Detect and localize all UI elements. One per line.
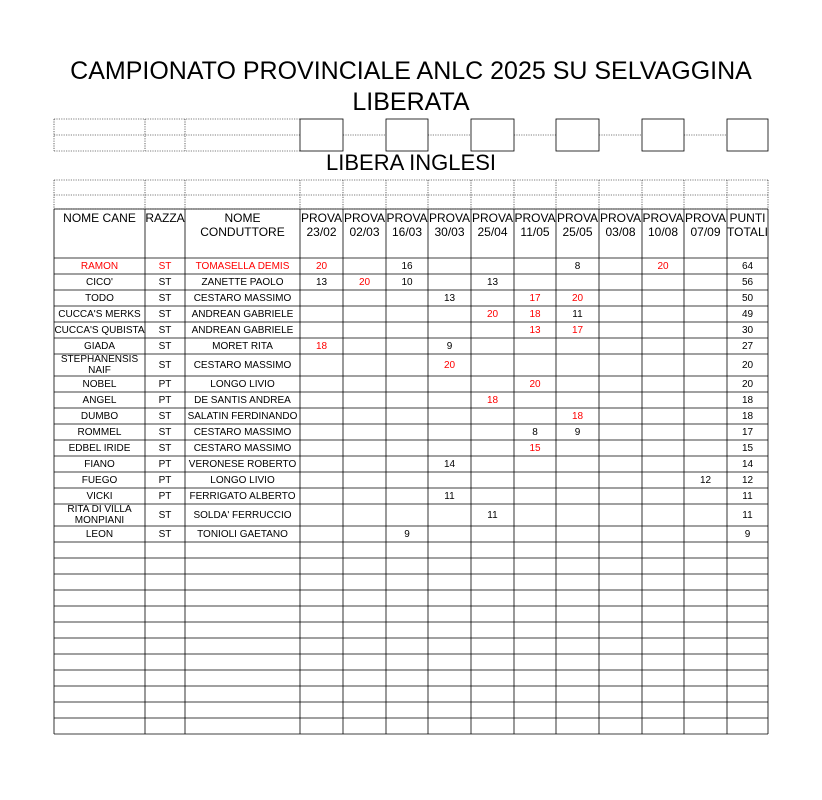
handler-cell: LONGO LIVIO xyxy=(210,378,275,390)
header-prova-date: 25/05 xyxy=(562,225,593,239)
breed-cell: ST xyxy=(158,276,172,288)
total-cell: 56 xyxy=(741,276,754,288)
dog-name-cell: LEON xyxy=(85,528,114,540)
score-cell: 17 xyxy=(571,324,584,336)
score-cell: 10 xyxy=(401,276,413,288)
score-cell: 16 xyxy=(401,260,413,272)
breed-cell: ST xyxy=(158,528,172,540)
dog-name-cell: RITA DI VILLA MONPIANI xyxy=(67,504,132,526)
handler-cell: DE SANTIS ANDREA xyxy=(194,394,291,406)
header-prova-date: 30/03 xyxy=(434,225,465,239)
dog-name-cell: TODO xyxy=(85,292,114,304)
dog-name-cell: RAMON xyxy=(80,260,119,272)
dog-name-cell: NOBEL xyxy=(82,378,117,390)
breed-cell: ST xyxy=(158,410,172,422)
header-conduttore-line2: CONDUTTORE xyxy=(200,225,285,239)
breed-cell: ST xyxy=(158,442,172,454)
header-prova-label: PROVA xyxy=(642,211,684,225)
total-cell: 18 xyxy=(741,410,754,422)
handler-cell: CESTARO MASSIMO xyxy=(193,426,292,438)
score-cell: 18 xyxy=(571,410,584,422)
header-prova-label: PROVA xyxy=(556,211,599,225)
band-box xyxy=(471,119,514,151)
dog-name-cell: EDBEL IRIDE xyxy=(68,442,131,454)
header-prova-label: PROVA xyxy=(471,211,514,225)
band-box xyxy=(642,119,684,151)
score-cell: 20 xyxy=(529,378,541,390)
header-prova-date: 02/03 xyxy=(349,225,380,239)
total-cell: 12 xyxy=(741,474,754,486)
score-cell: 8 xyxy=(532,426,538,438)
total-cell: 30 xyxy=(741,324,754,336)
header-prova-label: PROVA xyxy=(386,211,428,225)
score-cell: 11 xyxy=(444,490,455,502)
handler-cell: CESTARO MASSIMO xyxy=(193,292,292,304)
header-prova-date: 16/03 xyxy=(391,225,423,239)
score-cell: 13 xyxy=(443,292,456,304)
score-cell: 18 xyxy=(486,394,499,406)
breed-cell: ST xyxy=(158,324,172,336)
total-cell: 15 xyxy=(741,442,754,454)
handler-cell: MORET RITA xyxy=(212,340,273,352)
breed-cell: ST xyxy=(158,509,172,521)
score-cell: 18 xyxy=(315,340,328,352)
breed-cell: ST xyxy=(158,292,172,304)
page-title-line-2: LIBERATA xyxy=(352,88,470,116)
score-cell: 20 xyxy=(571,292,584,304)
header-prova-label: PROVA xyxy=(428,211,471,225)
total-cell: 20 xyxy=(741,359,754,371)
dog-name-cell: GIADA xyxy=(83,340,116,352)
dog-name-cell: CUCCA'S QUBISTA xyxy=(54,324,145,336)
total-cell: 49 xyxy=(741,308,754,320)
score-cell: 18 xyxy=(529,308,541,320)
score-cell: 9 xyxy=(446,340,453,352)
total-cell: 9 xyxy=(744,528,751,540)
header-prova-date: 03/08 xyxy=(605,225,636,239)
score-cell: 11 xyxy=(487,509,498,521)
header-punti: PUNTI xyxy=(729,211,766,225)
total-cell: 17 xyxy=(741,426,754,438)
score-cell: 20 xyxy=(486,308,499,320)
header-nome-cane: NOME CANE xyxy=(63,211,136,225)
handler-cell: ANDREAN GABRIELE xyxy=(191,324,294,336)
score-cell: 8 xyxy=(574,260,581,272)
handler-cell: CESTARO MASSIMO xyxy=(193,442,292,454)
header-totali: TOTALI xyxy=(727,225,768,239)
header-prova-date: 10/08 xyxy=(647,225,679,239)
handler-cell: CESTARO MASSIMO xyxy=(193,359,292,371)
score-cell: 20 xyxy=(443,359,456,371)
header-prova-date: 11/05 xyxy=(520,225,550,239)
band-box xyxy=(386,119,428,151)
dog-name-cell: FUEGO xyxy=(81,474,118,486)
breed-cell: ST xyxy=(158,426,172,438)
band-box xyxy=(556,119,599,151)
dog-name-cell: ANGEL xyxy=(82,394,117,406)
handler-cell: ANDREAN GABRIELE xyxy=(191,308,294,320)
breed-cell: ST xyxy=(158,260,172,272)
total-cell: 20 xyxy=(741,378,754,390)
total-cell: 14 xyxy=(741,458,754,470)
score-cell: 13 xyxy=(315,276,328,288)
dog-name-cell: CUCCA'S MERKS xyxy=(58,308,141,320)
breed-cell: PT xyxy=(158,458,172,470)
score-cell: 9 xyxy=(404,528,410,540)
header-prova-label: PROVA xyxy=(300,211,343,225)
score-cell: 20 xyxy=(657,260,669,272)
header-prova-date: 07/09 xyxy=(690,225,721,239)
dog-name-cell: VICKI xyxy=(86,490,113,502)
score-cell: 9 xyxy=(574,426,581,438)
handler-cell: TOMASELLA DEMIS xyxy=(195,260,290,272)
header-prova-label: PROVA xyxy=(343,211,386,225)
header-prova-label: PROVA xyxy=(599,211,642,225)
score-cell: 14 xyxy=(443,458,456,470)
breed-cell: PT xyxy=(158,394,172,406)
score-cell: 11 xyxy=(572,308,583,320)
header-conduttore-line1: NOME xyxy=(224,211,261,225)
dog-name-cell: FIANO xyxy=(84,458,115,470)
score-cell: 13 xyxy=(486,276,499,288)
handler-cell: SOLDA' FERRUCCIO xyxy=(193,509,292,521)
breed-cell: ST xyxy=(158,359,172,371)
total-cell: 50 xyxy=(741,292,754,304)
header-razza: RAZZA xyxy=(145,211,185,225)
breed-cell: ST xyxy=(158,340,172,352)
score-cell: 13 xyxy=(529,324,541,336)
score-cell: 17 xyxy=(529,292,541,304)
handler-cell: TONIOLI GAETANO xyxy=(197,528,288,540)
dog-name-cell: DUMBO xyxy=(80,410,119,422)
page-title-line-1: CAMPIONATO PROVINCIALE ANLC 2025 SU SELVAGGINA xyxy=(70,57,752,85)
breed-cell: ST xyxy=(158,308,172,320)
score-cell: 20 xyxy=(358,276,371,288)
score-cell: 12 xyxy=(699,474,712,486)
header-prova-label: PROVA xyxy=(514,211,556,225)
total-cell: 64 xyxy=(741,260,754,272)
score-cell: 20 xyxy=(315,260,328,272)
total-cell: 27 xyxy=(741,340,754,352)
dog-name-cell: STEPHANENSIS NAIF xyxy=(60,354,139,376)
breed-cell: PT xyxy=(158,490,172,502)
band-box xyxy=(727,119,768,151)
band-box xyxy=(300,119,343,151)
header-prova-date: 25/04 xyxy=(477,225,508,239)
handler-cell: VERONESE ROBERTO xyxy=(188,458,297,470)
header-prova-date: 23/02 xyxy=(306,225,337,239)
total-cell: 18 xyxy=(741,394,754,406)
handler-cell: FERRIGATO ALBERTO xyxy=(189,490,296,502)
header-prova-label: PROVA xyxy=(684,211,727,225)
dog-name-cell: CICO' xyxy=(86,276,113,288)
score-cell: 15 xyxy=(529,442,541,454)
breed-cell: PT xyxy=(158,474,172,486)
handler-cell: LONGO LIVIO xyxy=(210,474,275,486)
breed-cell: PT xyxy=(158,378,172,390)
handler-cell: ZANETTE PAOLO xyxy=(201,276,284,288)
dog-name-cell: ROMMEL xyxy=(77,426,122,438)
total-cell: 11 xyxy=(742,490,753,502)
section-title: LIBERA INGLESI xyxy=(326,150,496,175)
total-cell: 11 xyxy=(742,509,753,521)
handler-cell: SALATIN FERDINANDO xyxy=(187,410,298,422)
